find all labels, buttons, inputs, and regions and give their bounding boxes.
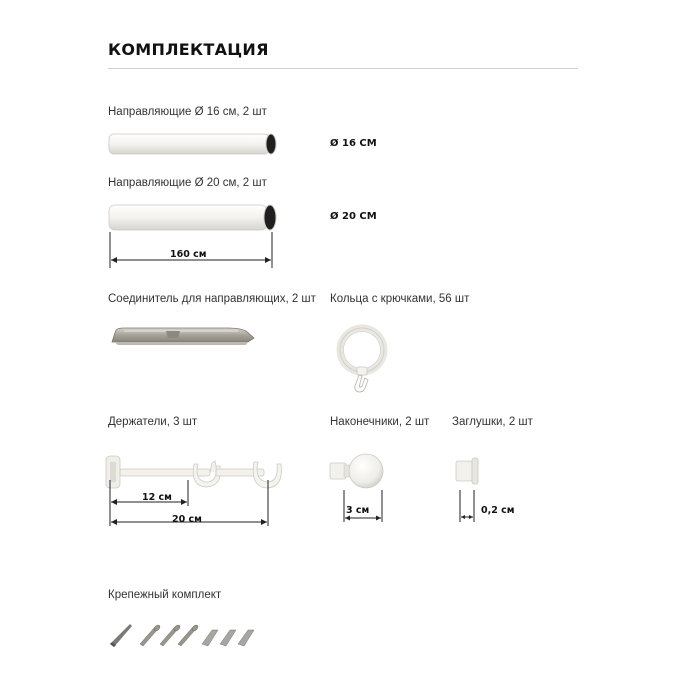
holders-label: Держатели, 3 шт xyxy=(108,416,198,428)
rails-20-label: Направляющие Ø 20 см, 2 шт xyxy=(108,177,267,189)
mounting-kit-label: Крепежный комплект xyxy=(108,589,222,601)
wall-plug-icons xyxy=(202,630,254,646)
rails-16-diameter: Ø 16 СМ xyxy=(330,138,377,149)
rails-20-diameter: Ø 20 СМ xyxy=(330,211,377,222)
rail-16-image xyxy=(108,131,278,157)
screw-icons xyxy=(140,624,199,646)
rings-label: Кольца с крючками, 56 шт xyxy=(330,293,470,305)
title-divider xyxy=(108,68,578,69)
finial-dimension-value: 3 см xyxy=(346,505,370,516)
end-cap-dimension-line xyxy=(454,490,484,524)
rail-20-image xyxy=(108,202,278,234)
caps-label: Заглушки, 2 шт xyxy=(452,416,533,428)
holder-dimension-20: 20 см xyxy=(172,514,202,525)
holder-dimension-12: 12 см xyxy=(142,492,172,503)
connector-label: Соединитель для направляющих, 2 шт xyxy=(108,293,316,305)
hex-key-icon xyxy=(110,624,132,647)
page-title: КОМПЛЕКТАЦИЯ xyxy=(108,40,269,59)
finials-label: Наконечники, 2 шт xyxy=(330,416,430,428)
mounting-kit-image xyxy=(108,620,268,650)
rail-length-value: 160 см xyxy=(170,249,207,260)
end-cap-dimension-value: 0,2 см xyxy=(481,505,515,516)
rails-16-label: Направляющие Ø 16 см, 2 шт xyxy=(108,106,267,118)
connector-image xyxy=(108,322,258,350)
end-cap-image xyxy=(454,456,484,486)
ring-with-hook-image xyxy=(334,322,394,402)
finial-ball-image xyxy=(330,450,390,494)
